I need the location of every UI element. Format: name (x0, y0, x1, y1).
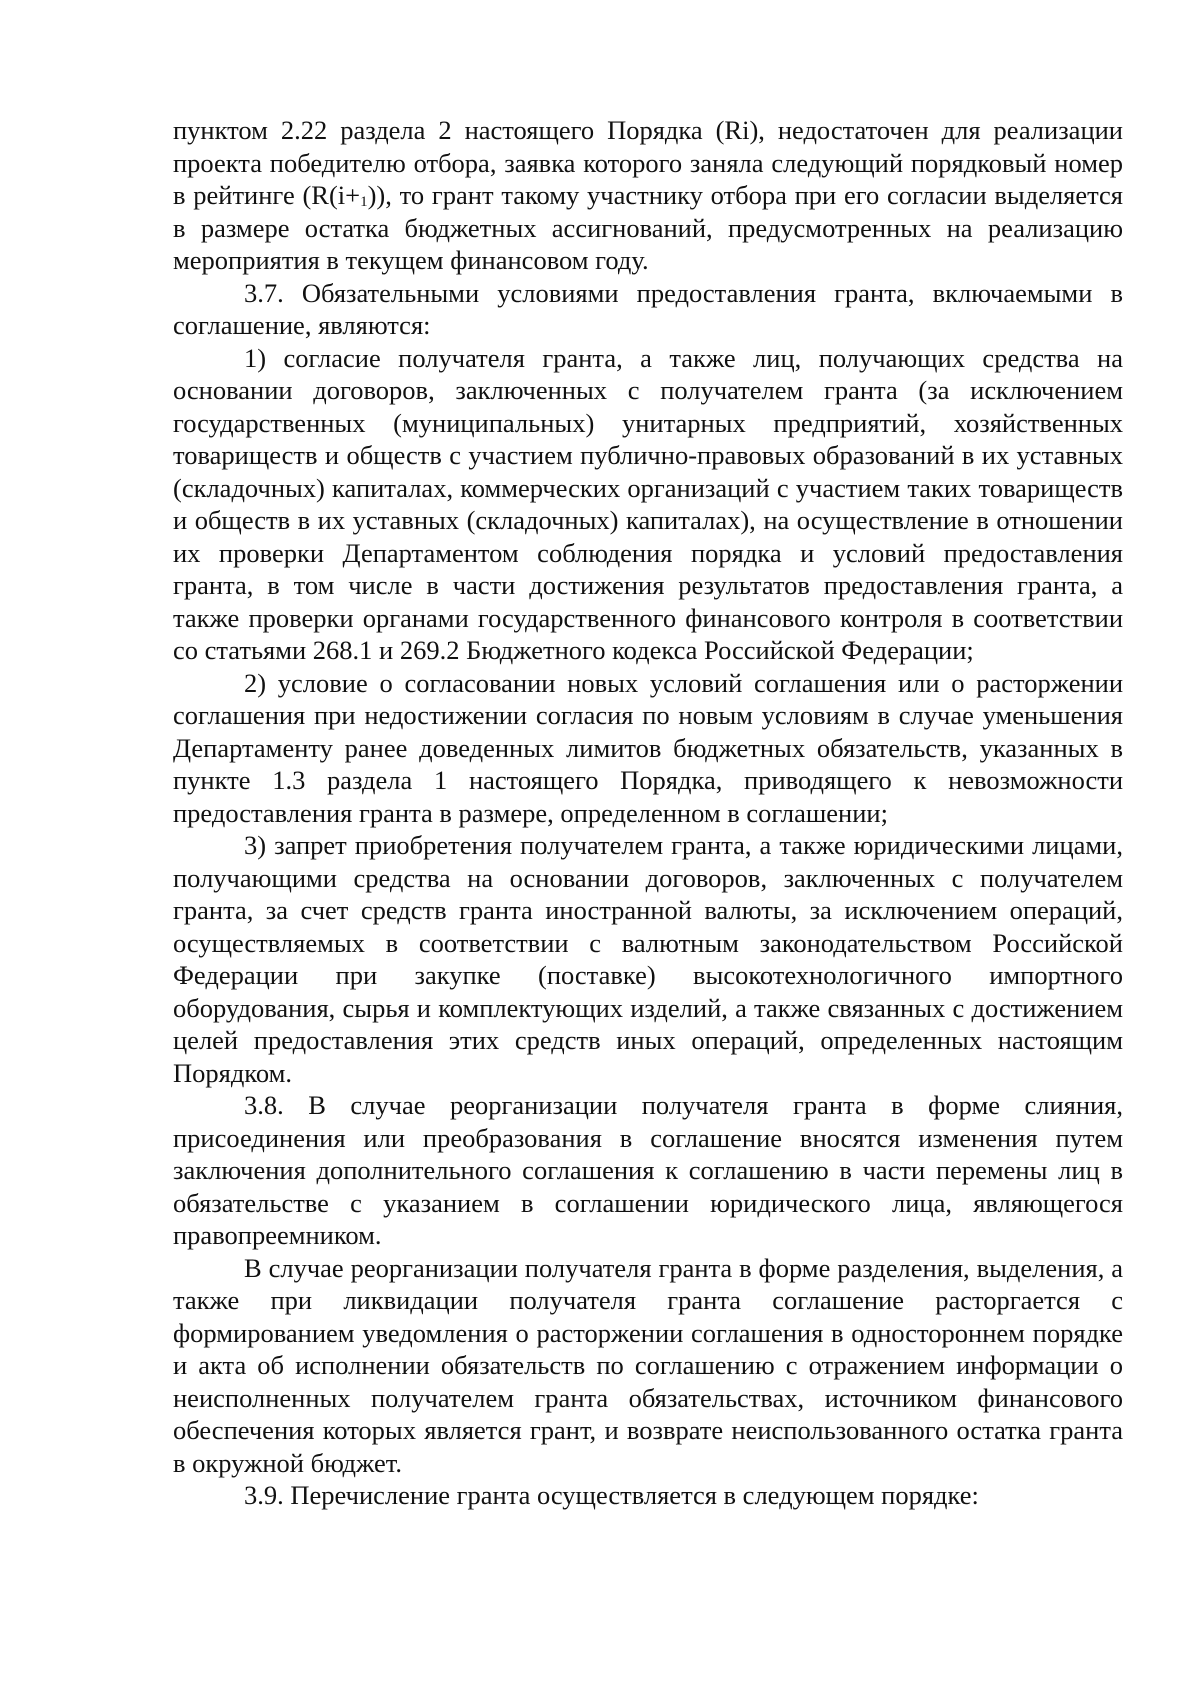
paragraph-text: )), то грант такому участнику отбора при его согласии выделяется в размере остатка бюджетных ассигнований, предусмотренных на реализацию мероприятия в текущем финансовом году. (173, 180, 1123, 275)
paragraph-text: пунктом 2.22 раздела 2 настоящего Порядка (Ri), недостаточен для реализации проекта победителю отбора, заявка которого заняла следующий порядковый номер в рейтинге (R(i+ (173, 115, 1123, 210)
document-page (173, 114, 1123, 1512)
paragraph-3-7: 3.7. Обязательными условиями предоставления гранта, включаемыми в соглашение, являются: (173, 277, 1123, 340)
paragraph-3-7-item-2: 2) условие о согласовании новых условий соглашения или о расторжении соглашения при недостижении согласия по новым условиям в случае уменьшения Департаменту ранее доведенных лимитов бюджетных обязательств, указанных в пункте 1.3 раздела 1 настоящего Порядка, приводящего к невозможности предоставления гранта в размере, определенном в соглашении; (173, 667, 1123, 828)
paragraph-3-8: 3.8. В случае реорганизации получателя гранта в форме слияния, присоединения или преобразования в соглашение вносятся изменения путем заключения дополнительного соглашения к соглашению в части перемены лиц в обязательстве с указанием в соглашении юридического лица, являющегося правопреемником. (173, 1090, 1123, 1250)
paragraph-3-8-reorganization: В случае реорганизации получателя гранта в форме разделения, выделения, а также при ликвидации получателя гранта соглашение расторгается с формированием уведомления о расторжении соглашения в одностороннем порядке и акта об исполнении обязательств по соглашению с отражением информации о неисполненных получателем гранта обязательствах, источником финансового обеспечения которых является грант, и возврате неиспользованного остатка гранта в окружной бюджет. (173, 1252, 1123, 1478)
paragraph-3-7-item-3: 3) запрет приобретения получателем гранта, а также юридическими лицами, получающими средства на основании договоров, заключенных с получателем гранта, за счет средств гранта иностранной валюты, за исключением операций, осуществляемых в соответствии с валютным законодательством Российской Федерации при закупке (поставке) высокотехнологичного импортного оборудования, сырья и комплектующих изделий, а также связанных с достижением целей предоставления этих средств иных операций, определенных настоящим Порядком. (173, 830, 1123, 1088)
paragraph-continuation (173, 114, 1123, 277)
paragraph-3-9: 3.9. Перечисление гранта осуществляется в следующем порядке: (244, 1480, 979, 1510)
subscript-index: 1 (360, 194, 368, 210)
paragraph-3-7-item-1: 1) согласие получателя гранта, а также лиц, получающих средства на основании договоров, заключенных с получателем гранта (за исключением государственных (муниципальных) унитарных предприятий, хозяйственных товариществ и обществ с участием публично-правовых образований в их уставных (складочных) капиталах, коммерческих организаций с участием таких товариществ и обществ в их уставных (складочных) капиталах), на осуществление в отношении их проверки Департаментом соблюдения порядка и условий предоставления гранта, в том числе в части достижения результатов предоставления гранта, а также проверки органами государственного финансового контроля в соответствии со статьями 268.1 и 269.2 Бюджетного кодекса Российской Федерации; (173, 342, 1123, 665)
